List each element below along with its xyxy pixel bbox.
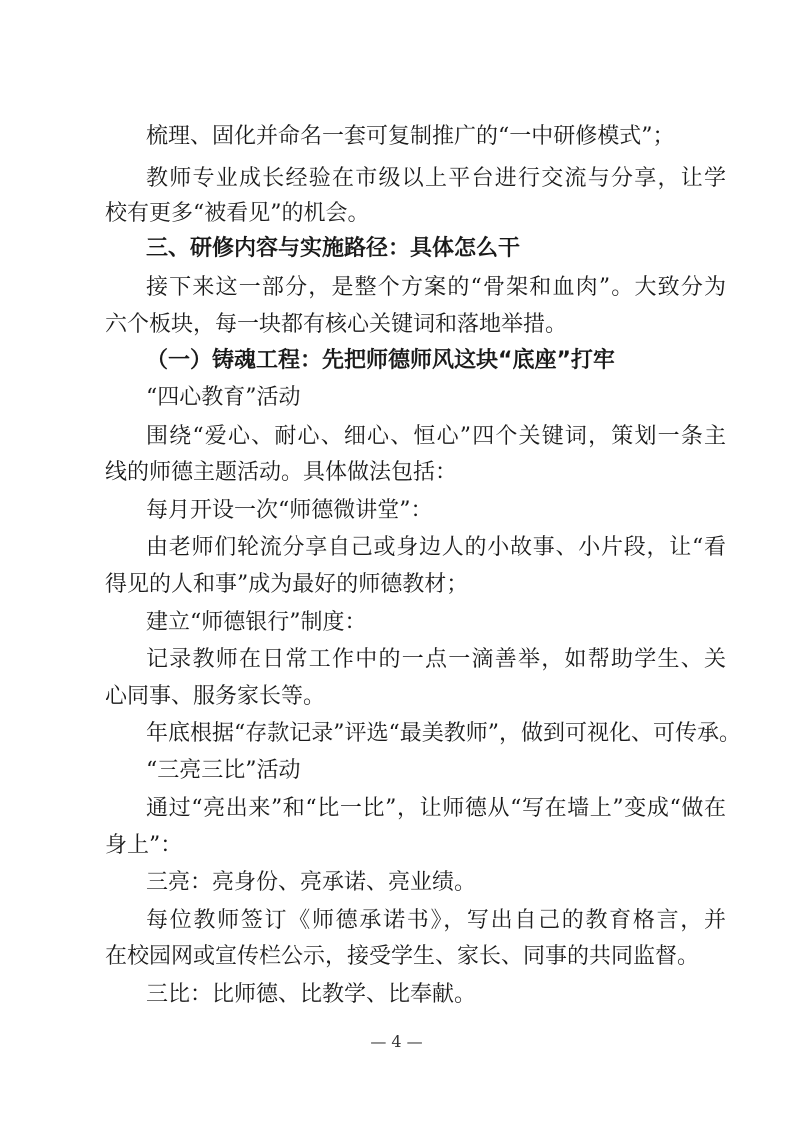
page-number: — 4 —: [370, 1032, 423, 1051]
paragraph-line: 六个板块，每一块都有核心关键词和落地举措。: [105, 312, 568, 337]
paragraph-line: 身上”：: [105, 833, 183, 858]
section-heading: 三、研修内容与实施路径：具体怎么干: [146, 236, 521, 261]
subsection-heading: （一）铸魂工程：先把师德师风这块“底座”打牢: [146, 348, 615, 373]
paragraph-line: 围绕“爱心、耐心、细心、恒心”四个关键词，策划一条主: [146, 424, 726, 449]
paragraph-line: 在校园网或宣传栏公示，接受学生、家长、同事的共同监督。: [105, 944, 700, 969]
paragraph-line: 每位教师签订《师德承诺书》，写出自己的教育格言，并: [146, 908, 726, 933]
paragraph-line: 梳理、固化并命名一套可复制推广的“一中研修模式”；: [146, 124, 675, 149]
paragraph-line: “四心教育”活动: [146, 385, 301, 410]
paragraph-line: 得见的人和事”成为最好的师德教材；: [105, 572, 469, 597]
paragraph-line: 心同事、服务家长等。: [105, 684, 326, 709]
paragraph-line: 通过“亮出来”和“比一比”，让师德从“写在墙上”变成“做在: [146, 796, 726, 821]
paragraph-line: 三比：比师德、比教学、比奉献。: [146, 982, 477, 1007]
paragraph-line: 每月开设一次“师德微讲堂”：: [146, 498, 433, 523]
paragraph-line: 由老师们轮流分享自己或身边人的小故事、小片段，让“看: [146, 535, 726, 560]
paragraph-line: “三亮三比”活动: [146, 758, 301, 783]
paragraph-line: 记录教师在日常工作中的一点一滴善举，如帮助学生、关: [146, 647, 726, 672]
paragraph-line: 校有更多“被看见”的机会。: [105, 201, 370, 226]
paragraph-line: 线的师德主题活动。具体做法包括：: [105, 460, 458, 485]
paragraph-line: 建立“师德银行”制度：: [146, 610, 367, 635]
paragraph-line: 三亮：亮身份、亮承诺、亮业绩。: [146, 870, 477, 895]
paragraph-line: 接下来这一部分，是整个方案的“骨架和血肉”。大致分为: [146, 275, 726, 300]
paragraph-line: 教师专业成长经验在市级以上平台进行交流与分享，让学: [146, 166, 726, 191]
paragraph-line: 年底根据“存款记录”评选“最美教师”，做到可视化、可传承。: [146, 721, 741, 746]
